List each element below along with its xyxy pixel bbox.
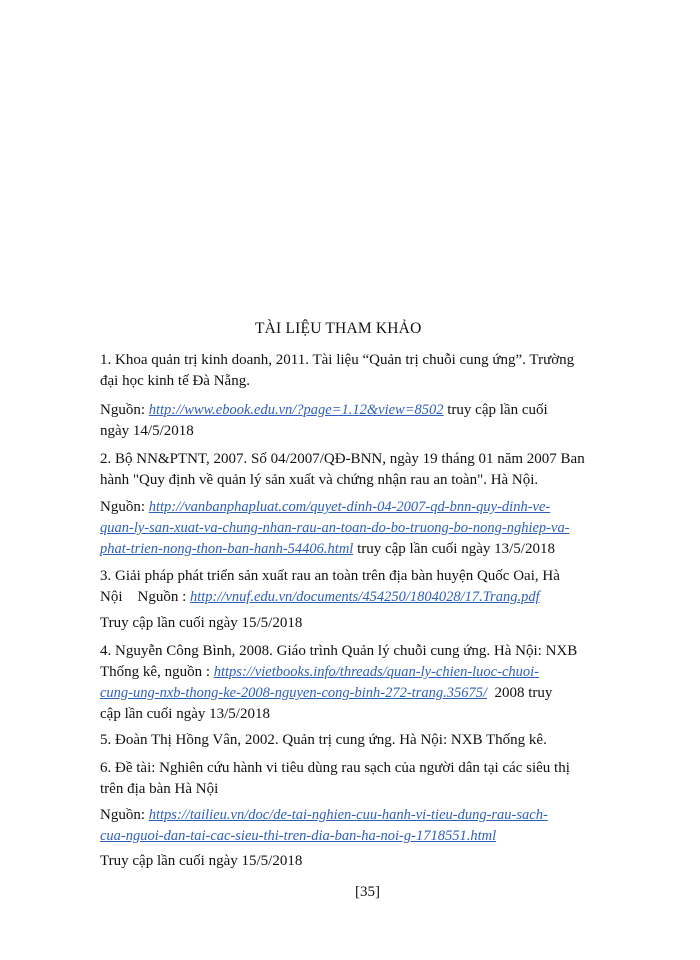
reference-3-access <box>100 613 635 634</box>
access-text: ngày 14/5/2018 <box>100 423 194 439</box>
ref-text: 5. Đoàn Thị Hồng Vân, 2002. Quản trị cung ứng. Hà Nội: NXB Thống kê. <box>100 732 547 748</box>
page-title: TÀI LIỆU THAM KHẢO <box>255 320 422 337</box>
reference-6-source <box>100 805 635 847</box>
ref-text: Nội <box>100 589 123 605</box>
access-text: Truy cập lần cuối ngày 15/5/2018 <box>100 853 303 869</box>
source-label: Nguồn: <box>100 402 145 418</box>
source-link[interactable]: https://tailieu.vn/doc/de-tai-nghien-cuu-hanh-vi-tieu-dung-rau-sach- <box>148 807 548 823</box>
ref-text: 6. Đề tài: Nghiên cứu hành vi tiêu dùng rau sạch của người dân tại các siêu thị <box>100 760 570 776</box>
ref-text: 2. Bộ NN&PTNT, 2007. Số 04/2007/QĐ-BNN, ngày 19 tháng 01 năm 2007 Ban <box>100 451 585 467</box>
ref-text: hành "Quy định về quản lý sản xuất và chứng nhận rau an toàn". Hà Nội. <box>100 472 539 488</box>
source-label: Nguồn: <box>100 499 145 515</box>
source-link[interactable]: http://vnuf.edu.vn/documents/454250/1804028/17.Trang.pdf <box>190 589 540 605</box>
source-link[interactable]: phat-trien-nong-thon-ban-hanh-54406.html <box>100 541 354 557</box>
source-link[interactable]: https://vietbooks.info/threads/quan-ly-chien-luoc-chuoi- <box>213 664 539 680</box>
reference-6 <box>100 758 635 800</box>
source-label: Nguồn : <box>137 589 187 605</box>
source-link[interactable]: cung-ung-nxb-thong-ke-2008-nguyen-cong-binh-272-trang.35675/ <box>100 685 487 701</box>
source-link[interactable]: http://vanbanphapluat.com/quyet-dinh-04-2007-qd-bnn-quy-dinh-ve- <box>148 499 551 515</box>
access-text: Truy cập lần cuối ngày 15/5/2018 <box>100 615 303 631</box>
reference-3 <box>100 566 635 608</box>
access-text: 2008 truy <box>494 685 553 701</box>
reference-1-source <box>100 400 635 442</box>
access-text: cập lần cuối ngày 13/5/2018 <box>100 706 270 722</box>
ref-text: trên địa bàn Hà Nội <box>100 781 219 797</box>
reference-2 <box>100 449 635 491</box>
ref-text: Thống kê, nguồn : <box>100 664 210 680</box>
access-text: truy cập lần cuối <box>447 402 548 418</box>
reference-6-access <box>100 851 635 872</box>
reference-2-source <box>100 497 635 560</box>
access-text: truy cập lần cuối ngày 13/5/2018 <box>357 541 555 557</box>
source-link[interactable]: http://www.ebook.edu.vn/?page=1.12&view=8502 <box>148 402 444 418</box>
reference-1 <box>100 350 635 392</box>
source-link[interactable]: quan-ly-san-xuat-va-chung-nhan-rau-an-toan-do-bo-truong-bo-nong-nghiep-va- <box>100 520 570 536</box>
ref-text: 1. Khoa quản trị kinh doanh, 2011. Tài liệu “Quản trị chuỗi cung ứng”. Trường <box>100 352 575 368</box>
reference-4 <box>100 641 635 725</box>
ref-text: 4. Nguyễn Công Bình, 2008. Giáo trình Quản lý chuỗi cung ứng. Hà Nội: NXB <box>100 643 578 659</box>
source-link[interactable]: cua-nguoi-dan-tai-cac-sieu-thi-tren-dia-ban-ha-noi-g-1718551.html <box>100 828 497 844</box>
page-number: [35] <box>355 884 380 900</box>
ref-text: 3. Giải pháp phát triển sản xuất rau an toàn trên địa bàn huyện Quốc Oai, Hà <box>100 568 560 584</box>
ref-text: đại học kinh tế Đà Nẵng. <box>100 373 250 389</box>
source-label: Nguồn: <box>100 807 145 823</box>
reference-5 <box>100 730 635 751</box>
